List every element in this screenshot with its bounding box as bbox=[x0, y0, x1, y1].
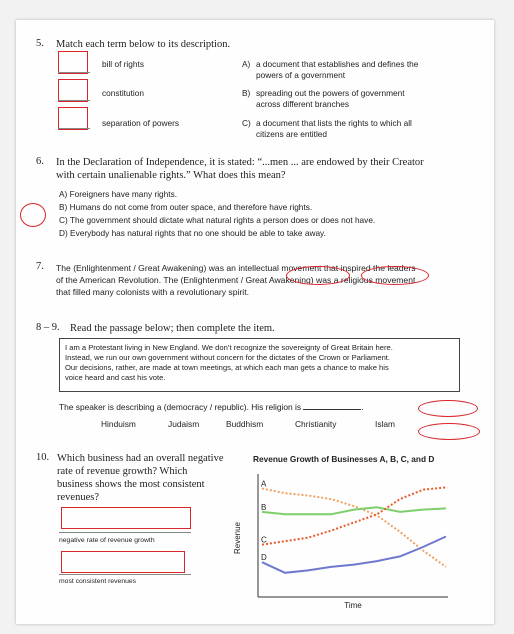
passage-line-3: Our decisions, rather, are made at town meetings, at which each man gets a chance to make his bbox=[65, 363, 389, 372]
q10-prompt-line1: Which business had an overall negative bbox=[57, 453, 224, 464]
q89-prompt: Read the passage below; then complete the item. bbox=[70, 323, 275, 334]
q6-prompt-line2: with certain unalienable rights.” What does this mean? bbox=[56, 170, 286, 181]
q89-answer-oval-2[interactable] bbox=[418, 423, 480, 440]
q5-desc-b-line1: spreading out the powers of government bbox=[256, 88, 405, 98]
passage-line-1: I am a Protestant living in New England. We don’t recognize the sovereignty of Great Britain here. bbox=[65, 343, 393, 352]
q7-answer-oval-2[interactable] bbox=[361, 266, 429, 285]
passage-line-2: Instead, we run our own government without concern for the dictates of the Crown or Parliament. bbox=[65, 353, 391, 362]
q10-answer-line-2 bbox=[59, 574, 191, 575]
q5-answer-line-3 bbox=[58, 128, 90, 129]
q5-desc-c-line2: citizens are entitled bbox=[256, 129, 328, 139]
y-axis-label: Revenue bbox=[233, 521, 242, 555]
q7-line1: The (Enlightenment / Great Awakening) was an intellectual movement that inspired the leaders bbox=[56, 263, 416, 273]
q7-line3: that filled many colonists with a revolutionary spirit. bbox=[56, 287, 249, 297]
q10-answer-box-2[interactable] bbox=[61, 551, 185, 573]
religion-islam[interactable]: Islam bbox=[375, 419, 396, 429]
q5-desc-b-letter: B) bbox=[242, 88, 251, 98]
q5-number: 5. bbox=[36, 38, 44, 49]
q7-answer-oval-1[interactable] bbox=[286, 266, 350, 285]
q5-answer-box-3[interactable] bbox=[58, 107, 88, 130]
q5-desc-b-line2: across different branches bbox=[256, 99, 350, 109]
q89-religion-blank[interactable] bbox=[303, 401, 361, 410]
q6-number: 6. bbox=[36, 156, 44, 167]
religion-buddhism[interactable]: Buddhism bbox=[226, 419, 264, 429]
passage-line-4: voice heard and cast his vote. bbox=[65, 373, 166, 382]
q89-statement-row: The speaker is describing a (democracy / republic). His religion is . bbox=[59, 402, 364, 412]
q6-prompt-line1: In the Declaration of Independence, it is stated: “...men ... are endowed by their Creator bbox=[56, 157, 424, 168]
series-line-a bbox=[262, 489, 446, 567]
q5-desc-c-line1: a document that lists the rights to which all bbox=[256, 118, 412, 128]
q6-option-c[interactable]: C) The government should dictate what natural rights a person does or does not have. bbox=[59, 215, 376, 225]
q10-prompt-line2: rate of revenue growth? Which bbox=[57, 466, 188, 477]
series-label-a: A bbox=[261, 479, 267, 489]
q10-answer-line-1 bbox=[59, 532, 191, 533]
revenue-line-chart bbox=[228, 468, 464, 610]
q5-prompt: Match each term below to its description. bbox=[56, 39, 231, 50]
q10-prompt-line3: business shows the most consistent bbox=[57, 479, 205, 490]
series-label-b: B bbox=[261, 502, 267, 512]
q5-term-1: bill of rights bbox=[102, 59, 144, 69]
q7-line2: of the American Revolution. The (Enlightenment / Great Awakening) was a religious movement bbox=[56, 275, 416, 285]
series-label-d: D bbox=[261, 553, 267, 563]
q6-answer-circle[interactable] bbox=[20, 203, 46, 227]
q10-prompt-line4: revenues? bbox=[57, 492, 99, 503]
q5-answer-box-2[interactable] bbox=[58, 79, 88, 102]
religion-judaism[interactable]: Judaism bbox=[168, 419, 200, 429]
q89-statement: The speaker is describing a (democracy / republic). His religion is bbox=[59, 402, 302, 412]
q7-number: 7. bbox=[36, 261, 44, 272]
q5-term-2: constitution bbox=[102, 88, 144, 98]
q89-answer-oval-1[interactable] bbox=[418, 400, 478, 417]
q5-desc-a-line1: a document that establishes and defines the bbox=[256, 59, 419, 69]
q6-option-a[interactable]: A) Foreigners have many rights. bbox=[59, 189, 178, 199]
worksheet-page bbox=[16, 20, 494, 624]
q6-option-d[interactable]: D) Everybody has natural rights that no one should be able to take away. bbox=[59, 228, 326, 238]
q89-passage bbox=[59, 338, 460, 392]
q5-answer-box-1[interactable] bbox=[58, 51, 88, 74]
q5-desc-a-letter: A) bbox=[242, 59, 251, 69]
q6-option-b[interactable]: B) Humans do not come from outer space, and therefore have rights. bbox=[59, 202, 313, 212]
x-axis-label: Time bbox=[344, 601, 362, 610]
q5-answer-line-1 bbox=[58, 72, 90, 73]
q5-desc-a-line2: powers of a government bbox=[256, 70, 346, 80]
series-line-b bbox=[262, 507, 446, 514]
q10-label-negative: negative rate of revenue growth bbox=[59, 537, 155, 544]
q89-number: 8 – 9. bbox=[36, 322, 60, 333]
series-layer bbox=[261, 480, 446, 573]
series-line-c bbox=[262, 487, 446, 544]
series-line-d bbox=[262, 537, 446, 573]
q10-answer-box-1[interactable] bbox=[61, 507, 191, 529]
q10-label-consistent: most consistent revenues bbox=[59, 578, 137, 585]
q10-number: 10. bbox=[36, 452, 50, 463]
religion-hinduism[interactable]: Hinduism bbox=[101, 419, 136, 429]
chart-title: Revenue Growth of Businesses A, B, C, and D bbox=[253, 454, 435, 464]
series-label-c: C bbox=[261, 535, 267, 545]
q5-term-3: separation of powers bbox=[102, 118, 180, 128]
q5-answer-line-2 bbox=[58, 100, 90, 101]
q5-desc-c-letter: C) bbox=[242, 118, 251, 128]
religion-christianity[interactable]: Christianity bbox=[295, 419, 337, 429]
